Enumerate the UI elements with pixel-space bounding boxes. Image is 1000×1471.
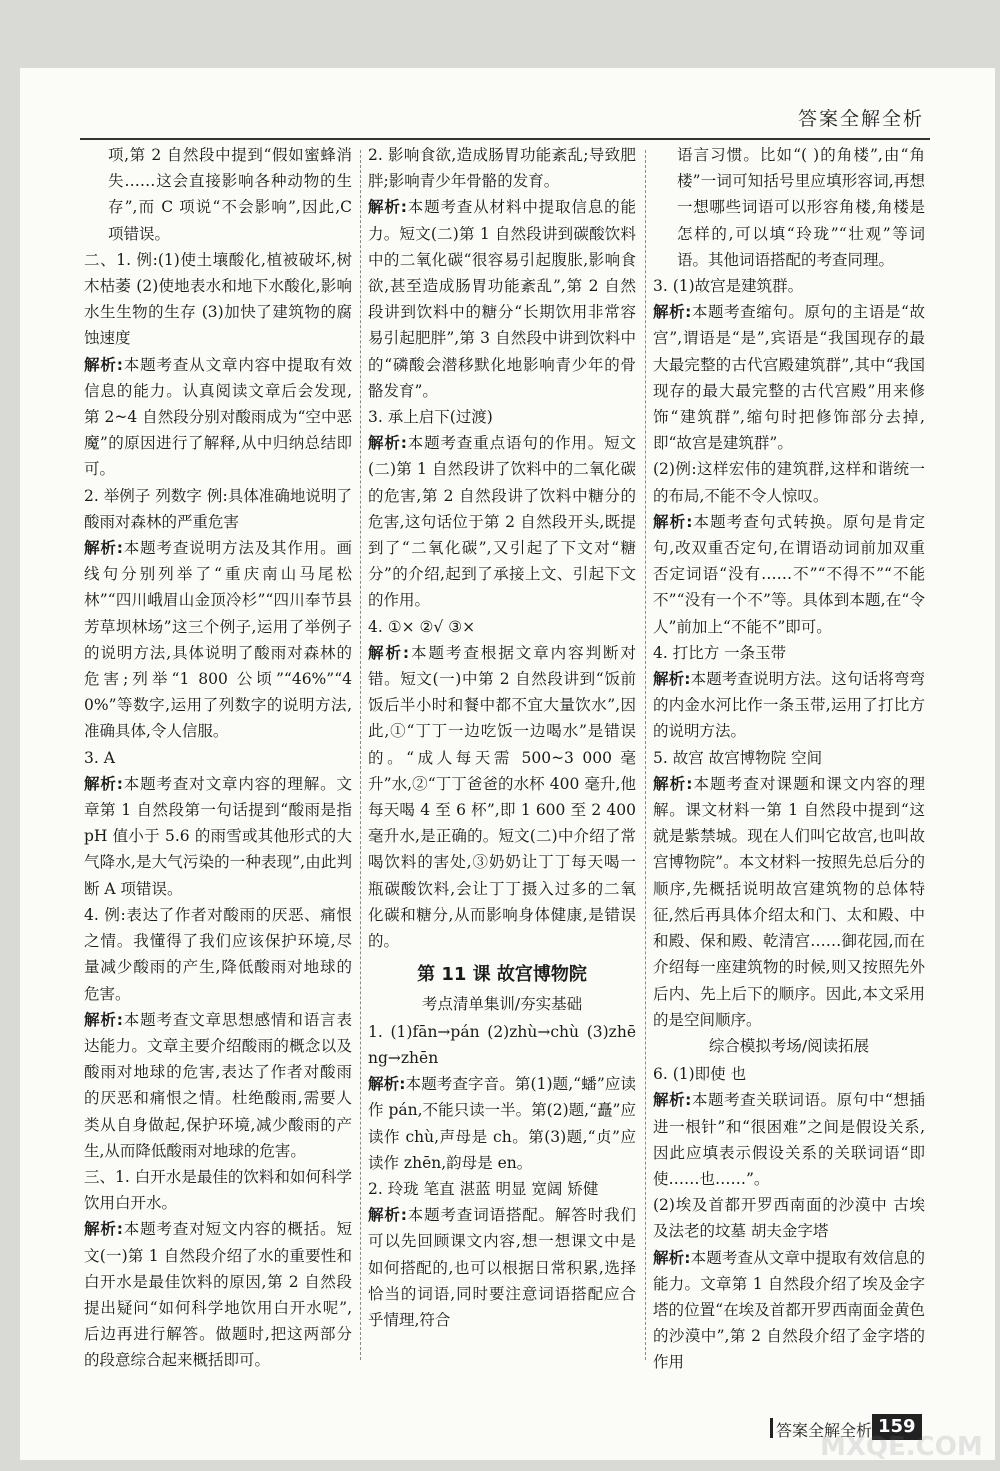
analysis-label: 解析: [368,1206,407,1225]
answer-paragraph: (2)例:这样宏伟的建筑群,这样和谐统一的布局,不能不令人惊叹。 [653,460,925,505]
page-number: 159 [872,1414,922,1440]
analysis-paragraph: 解析:本题考查根据文章内容判断对错。短文(一)中第 2 自然段讲到“饭前饭后半小时和餐中都不宜大量饮水”,因此,①“丁丁一边吃饭一边喝水”是错误的。“成人每天需 500~3 000 毫升”水,②“丁丁爸爸的水杯 400 毫升,他每天喝 4 至 6 杯”,即 1 600 至 2 400 毫升水,是正确的。短文(二)中介绍了常喝饮料的害处,③奶奶让丁丁每天喝一瓶碳酸饮料,会让丁丁摄入过多的二氧化碳和糖分,从而影响身体健康,是错误的。 [368,643,636,951]
analysis-paragraph: 解析:本题考查说明方法。这句话将弯弯的内金水河比作一条玉带,运用了打比方的说明方法。 [653,670,925,741]
answer-paragraph: 3. 承上启下(过渡) [368,408,493,427]
analysis-paragraph: 解析:本题考查缩句。原句的主语是“故宫”,谓语是“是”,宾语是“我国现存的最大最完整的古代宫殿建筑群”,其中“我国现存的最大最完整的古代宫殿”用来修饰“建筑群”,缩句时把修饰部分去掉,即“故宫是建筑群”。 [653,303,925,453]
analysis-paragraph: 解析:本题考查词语搭配。解答时我们可以先回顾课文内容,想一想课文中是如何搭配的,也可以根据日常积累,选择恰当的词语,同时要注意词语搭配应合乎情理,符合 [368,1206,636,1329]
analysis-paragraph: 解析:本题考查从材料中提取信息的能力。短文(二)第 1 自然段讲到碳酸饮料中的二氧化碳“很容易引起腹胀,影响食欲,甚至造成肠胃功能紊乱”,第 2 自然段讲到饮料中的糖分“长期饮用非常容易引起肥胖”,第 3 自然段中讲到饮料中的“磷酸会潜移默化地影响青少年的骨骼发育”。 [368,198,636,400]
column-divider [360,150,361,1360]
answer-paragraph: 项,第 2 自然段中提到“假如蜜蜂消失……这会直接影响各种动物的生存”,而 C 项说“不会影响”,因此,C 项错误。 [108,146,352,243]
analysis-paragraph: 解析:本题考查文章思想感情和语言表达能力。文章主要介绍酸雨的概念以及酸雨对地球的危害,表达了作者对酸雨的厌恶和痛恨之情。杜绝酸雨,需要人类从自身做起,保护环境,减少酸雨的产生,从而降低酸雨对地球的危害。 [84,1010,352,1160]
answer-paragraph: 5. 故宫 故宫博物院 空间 [653,748,823,767]
analysis-label: 解析: [653,303,692,322]
analysis-label: 解析: [84,774,123,793]
footer-label: 答案全解全析 [776,1421,873,1440]
answer-paragraph: (2)埃及首都开罗西南面的沙漠中 古埃及法老的坟墓 胡夫金字塔 [653,1196,925,1241]
analysis-paragraph: 解析:本题考查从文章内容中提取有效信息的能力。认真阅读文章后会发现,第 2~4 自然段分别对酸雨成为“空中恶魔”的原因进行了解释,从中归纳总结即可。 [84,355,352,479]
answer-paragraph: 1. (1)fān→pán (2)zhù→chù (3)zhēng→zhēn [368,1022,636,1067]
section-heading: 考点清单集训/夯实基础 [421,994,583,1013]
analysis-label: 解析: [84,1220,123,1239]
analysis-paragraph: 解析:本题考查关联词语。原句中“想插进一根针”和“很困难”之间是假设关系,因此应填表示假设关系的关联词语“即使……也……”。 [653,1091,925,1188]
analysis-paragraph: 解析:本题考查说明方法及其作用。画线句分别列举了“重庆南山马尾松林”“四川峨眉山金顶冷杉”“四川奉节县芳草坝林场”这三个例子,运用了举例子的说明方法,具体说明了酸雨对森林的危害;列举“1 800 公顷”“46%”“40%”等数字,运用了列数字的说明方法,准确具体,令人信服。 [84,539,352,741]
analysis-label: 解析: [653,1091,692,1110]
answer-paragraph: 2. 举例子 列数字 例:具体准确地说明了酸雨对森林的严重危害 [84,486,352,531]
analysis-label: 解析: [84,539,123,558]
watermark-text: MXQE.COM [820,1432,983,1462]
footer-bar [770,1418,773,1438]
answer-column-1 [84,142,352,1374]
header-title: 答案全解全析 [798,108,925,130]
analysis-label: 解析: [653,512,693,531]
answer-column-3 [653,142,925,1376]
analysis-label: 解析: [368,434,407,453]
analysis-paragraph: 解析:本题考查句式转换。原句是肯定句,改双重否定句,在谓语动词前加双重否定词语“没有……不”“不得不”“不能不”“没有一个不”等。具体到本题,在“令人”前加上“不能不”即可。 [653,512,925,636]
analysis-label: 解析: [84,355,123,374]
column-divider [645,150,646,1360]
analysis-label: 解析: [368,1075,406,1094]
analysis-label: 解析: [368,198,407,217]
answer-paragraph: 3. (1)故宫是建筑群。 [653,277,804,296]
answer-paragraph: 2. 影响食欲,造成肠胃功能紊乱;导致肥胖;影响青少年骨骼的发育。 [368,146,636,191]
answer-paragraph: 三、1. 白开水是最佳的饮料和如何科学饮用白开水。 [84,1167,352,1213]
analysis-paragraph: 解析:本题考查字音。第(1)题,“蟠”应读作 pán,不能只读一半。第(2)题,“矗”应读作 chù,声母是 ch。第(3)题,“贞”应读作 zhēn,韵母是 en。 [368,1075,637,1172]
answer-paragraph: 语言习惯。比如“( )的角楼”,由“角楼”一词可知括号里应填形容词,再想一想哪些词语可以形容角楼,角楼是怎样的,可以填“玲珑”“壮观”等词语。其他词语搭配的考查同理。 [677,146,925,269]
analysis-label: 解析: [653,670,691,689]
analysis-label: 解析: [653,774,693,793]
lesson-title: 第 11 课 故宫博物院 [417,964,587,986]
analysis-paragraph: 解析:本题考查对课题和课文内容的理解。课文材料一第 1 自然段中提到“这就是紫禁城。现在人们叫它故宫,也叫故宫博物院”。本文材料一按照先总后分的顺序,先概括说明故宫建筑物的总体特征,然后再具体介绍太和门、太和殿、中和殿、保和殿、乾清宫……御花园,而在介绍每一座建筑物的时候,则又按照先外后内、先上后下的顺序。因此,本文采用的是空间顺序。 [653,774,925,1029]
answer-paragraph: 二、1. 例:(1)使土壤酸化,植被破坏,树木枯萎 (2)使地表水和地下水酸化,影响水生生物的生存 (3)加快了建筑物的腐蚀速度 [84,250,352,348]
analysis-paragraph: 解析:本题考查对文章内容的理解。文章第 1 自然段第一句话提到“酸雨是指 pH 值小于 5.6 的雨雪或其他形式的大气降水,是大气污染的一种表现”,由此判断 A 项错误。 [84,774,352,898]
answer-paragraph: 4. 打比方 一条玉带 [653,643,787,662]
answer-paragraph: 3. A [84,748,115,767]
answer-paragraph: 6. (1)即使 也 [653,1065,747,1084]
header-divider [80,138,930,140]
analysis-paragraph: 解析:本题考查从文章中提取有效信息的能力。文章第 1 自然段介绍了埃及金字塔的位置“在埃及首都开罗西南面金黄色的沙漠中”,第 2 自然段介绍了金字塔的作用 [653,1248,925,1372]
analysis-label: 解析: [368,643,410,662]
answer-paragraph: 4. ①× ②√ ③× [368,617,476,636]
analysis-label: 解析: [84,1010,123,1029]
answer-paragraph: 4. 例:表达了作者对酸雨的厌恶、痛恨之情。我懂得了我们应该保护环境,尽量减少酸雨的产生,降低酸雨对地球的危害。 [84,905,352,1003]
answer-paragraph: 2. 玲珑 笔直 湛蓝 明显 宽阔 矫健 [368,1179,599,1198]
analysis-paragraph: 解析:本题考查对短文内容的概括。短文(一)第 1 自然段介绍了水的重要性和白开水是最佳饮料的原因,第 2 自然段提出疑问“如何科学地饮用白开水呢”,后边再进行解答。做题时,把这两部分的段意综合起来概括即可。 [84,1220,352,1370]
answer-column-2 [368,142,636,1333]
analysis-paragraph: 解析:本题考查重点语句的作用。短文(二)第 1 自然段讲了饮料中的二氧化碳的危害,第 2 自然段讲了饮料中糖分的危害,这句话位于第 2 自然段开头,既提到了“二氧化碳”,又引起了下文对“糖分”的介绍,起到了承接上文、引起下文的作用。 [368,434,636,610]
section-heading: 综合模拟考场/阅读拓展 [708,1036,870,1055]
analysis-label: 解析: [653,1248,691,1267]
